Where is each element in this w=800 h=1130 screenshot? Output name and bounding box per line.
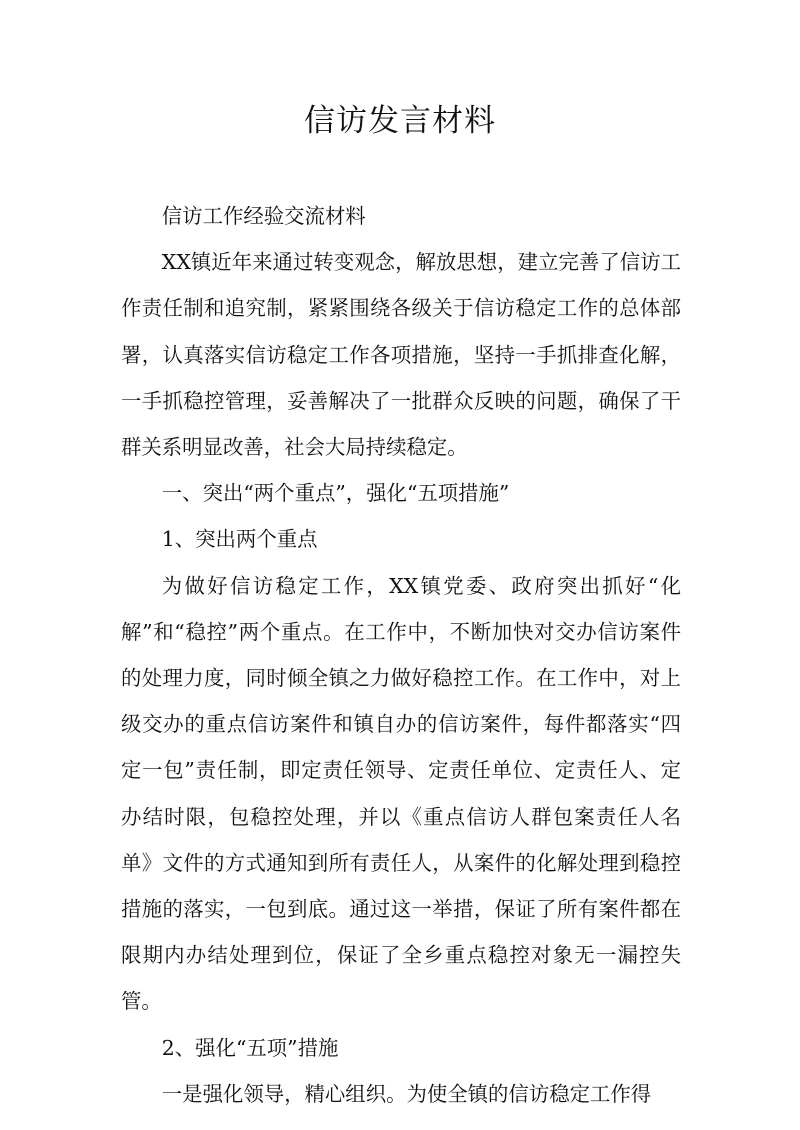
document-title: 信访发言材料 <box>304 103 496 139</box>
subtitle-paragraph: 信访工作经验交流材料 <box>161 204 366 228</box>
section-heading-1: 一、突出“两个重点”，强化“五项措施” <box>161 481 510 506</box>
intro-paragraph: XX镇近年来通过转变观念，解放思想，建立完善了信访工作责任制和追究制，紧紧围绕各级关于信访稳定工作的总体部署，认真落实信访稳定工作各项措施，坚持一手抓排查化解，一手抓稳控管理，妥善解决了一批群众反映的问题，确保了干群关系明显改善，社会大局持续稳定。 <box>121 250 681 460</box>
body-paragraph-continued: 一是强化领导，精心组织。为使全镇的信访稳定工作得 <box>161 1081 652 1106</box>
subsection-heading-2: 2、强化“五项”措施 <box>161 1035 339 1060</box>
subsection-heading-1: 1、突出两个重点 <box>161 527 318 552</box>
body-paragraph: 为做好信访稳定工作，XX镇党委、政府突出抓好“化解”和“稳控”两个重点。在工作中，不断加快对交办信访案件的处理力度，同时倾全镇之力做好稳控工作。在工作中，对上级交办的重点信访案件和镇自办的信访案件，每件都落实“四定一包”责任制，即定责任领导、定责任单位、定责任人、定办结时限，包稳控处理，并以《重点信访人群包案责任人名单》文件的方式通知到所有责任人，从案件的化解处理到稳控措施的落实，一包到底。通过这一举措，保证了所有案件都在限期内办结处理到位，保证了全乡重点稳控对象无一漏控失管。 <box>121 573 681 1014</box>
document-body <box>121 193 681 1117</box>
